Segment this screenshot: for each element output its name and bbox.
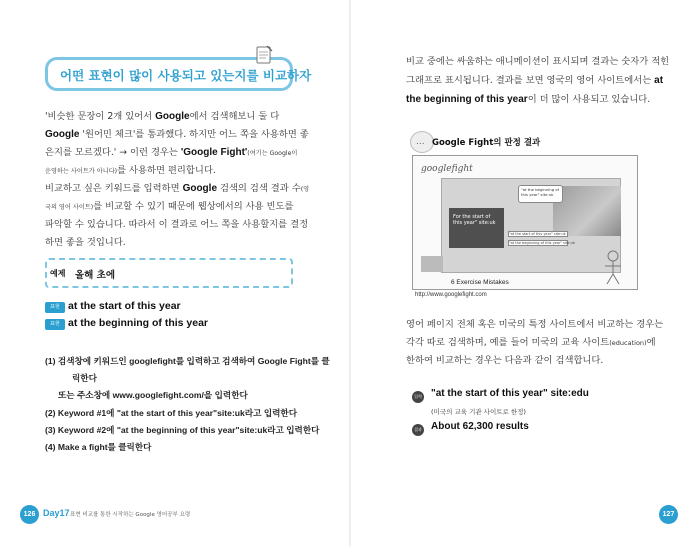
search-query: "at the start of this year" site:edu: [431, 388, 589, 399]
para2-line3: 파악할 수 있습니다. 따라서 이 결과로 어느 쪽을 사용할지를 결정: [45, 219, 309, 230]
expression-badge: 표현: [45, 302, 65, 313]
right-para1-line3: the beginning of this year이 더 많이 사용되고 있습니다.: [406, 94, 651, 105]
para1-line4: 운영하는 사이트가 아니다)를 사용하면 편리합니다.: [45, 165, 216, 176]
fight-result-title: Google Fight의 판정 결과: [432, 138, 541, 148]
right-para2-line3: 한하여 비교하는 경우는 다음과 같이 검색합니다.: [406, 355, 604, 366]
screenshot-dark-panel: For the start of this year" site:uk: [449, 208, 504, 248]
para2-line2: 국의 영어 사이트)를 비교할 수 있기 때문에 웹상에서의 사용 빈도를: [45, 201, 294, 212]
googlefight-screenshot: [412, 155, 638, 290]
step-1: (1) 검색창에 키워드인 googlefight를 입력하고 검색하여 Google Fight를 클: [45, 356, 330, 366]
sketch-figure-icon: [593, 246, 633, 286]
phrase-1: at the start of this year: [68, 300, 181, 312]
search-result: About 62,300 results: [431, 421, 529, 432]
fight-result-label: [410, 131, 636, 153]
step-1-alt: 또는 주소창에 www.googlefight.com/을 입력한다: [58, 390, 248, 400]
para1-line1: '비슷한 문장이 2개 있어서 Google에서 검색해보니 둘 다: [45, 111, 280, 122]
para1-line3: 은지를 모르겠다.' → 이런 경우는 'Google Fight'(여기는 Google이: [45, 147, 298, 158]
notepad-icon: [253, 44, 275, 66]
footer-caption: 표현 비교를 통한 시작하는 Google 영어공부 요령: [70, 512, 191, 518]
step-1-cont: 릭한다: [72, 373, 97, 383]
example-label: 예제: [50, 269, 66, 278]
screenshot-thumbnail: [421, 256, 443, 272]
step-3: (3) Keyword #2에 "at the beginning of this year"site:uk라고 입력한다: [45, 425, 320, 435]
step-4: (4) Make a fight를 클릭한다: [45, 442, 152, 452]
right-para2-line2: 각각 따로 검색하며, 예를 들어 미국의 교육 사이트(education)에: [406, 337, 656, 348]
right-para1-line2: 그래프로 표시됩니다. 결과를 보면 영국의 영어 사이트에서는 at: [406, 75, 664, 86]
step-2: (2) Keyword #1에 "at the start of this year"site:uk라고 입력한다: [45, 408, 298, 418]
phrase-2: at the beginning of this year: [68, 317, 209, 329]
screenshot-photo: [553, 186, 621, 236]
para2-line4: 하면 좋을 것입니다.: [45, 237, 126, 248]
screenshot-keyword1: "at the start of this year" site:uk: [508, 231, 568, 237]
screenshot-keyword2: "at the beginning of this year" site:uk: [509, 241, 575, 245]
footer-day: Day17: [43, 508, 70, 518]
page-number-left: 126: [20, 505, 39, 524]
input-badge: 입력: [412, 391, 424, 403]
screenshot-logo: googlefight: [421, 164, 473, 174]
query-note: (미국의 교육 기관 사이트로 한정): [431, 408, 526, 416]
expression-badge: 표현: [45, 319, 65, 330]
speech-bubble-icon: ...: [410, 131, 434, 153]
example-text: 올해 초에: [75, 270, 116, 281]
para1-line2: Google '원어민 체크'를 통과했다. 하지만 어느 쪽을 사용하면 좋: [45, 129, 309, 140]
page-number-right: 127: [659, 505, 678, 524]
section-title: 어떤 표현이 많이 사용되고 있는지를 비교하자: [60, 68, 312, 83]
screenshot-caption: 6 Exercise Mistakes: [451, 279, 509, 286]
right-para2-line1: 영어 페이지 전체 혹은 미국의 특정 사이트에서 비교하는 경우는: [406, 319, 664, 330]
example-box: [45, 258, 293, 288]
para2-line1: 비교하고 싶은 키워드를 입력하면 Google 검색의 검색 결과 수(영: [45, 183, 310, 194]
book-gutter: [349, 0, 351, 547]
right-para1-line1: 비교 중에는 싸움하는 애니메이션이 표시되며 결과는 숫자가 적힌: [406, 56, 670, 67]
screenshot-bubble: "at the beginning of this year" site:uk: [518, 185, 563, 203]
result-badge: 결과: [412, 424, 424, 436]
source-url: http://www.googlefight.com: [415, 292, 487, 298]
